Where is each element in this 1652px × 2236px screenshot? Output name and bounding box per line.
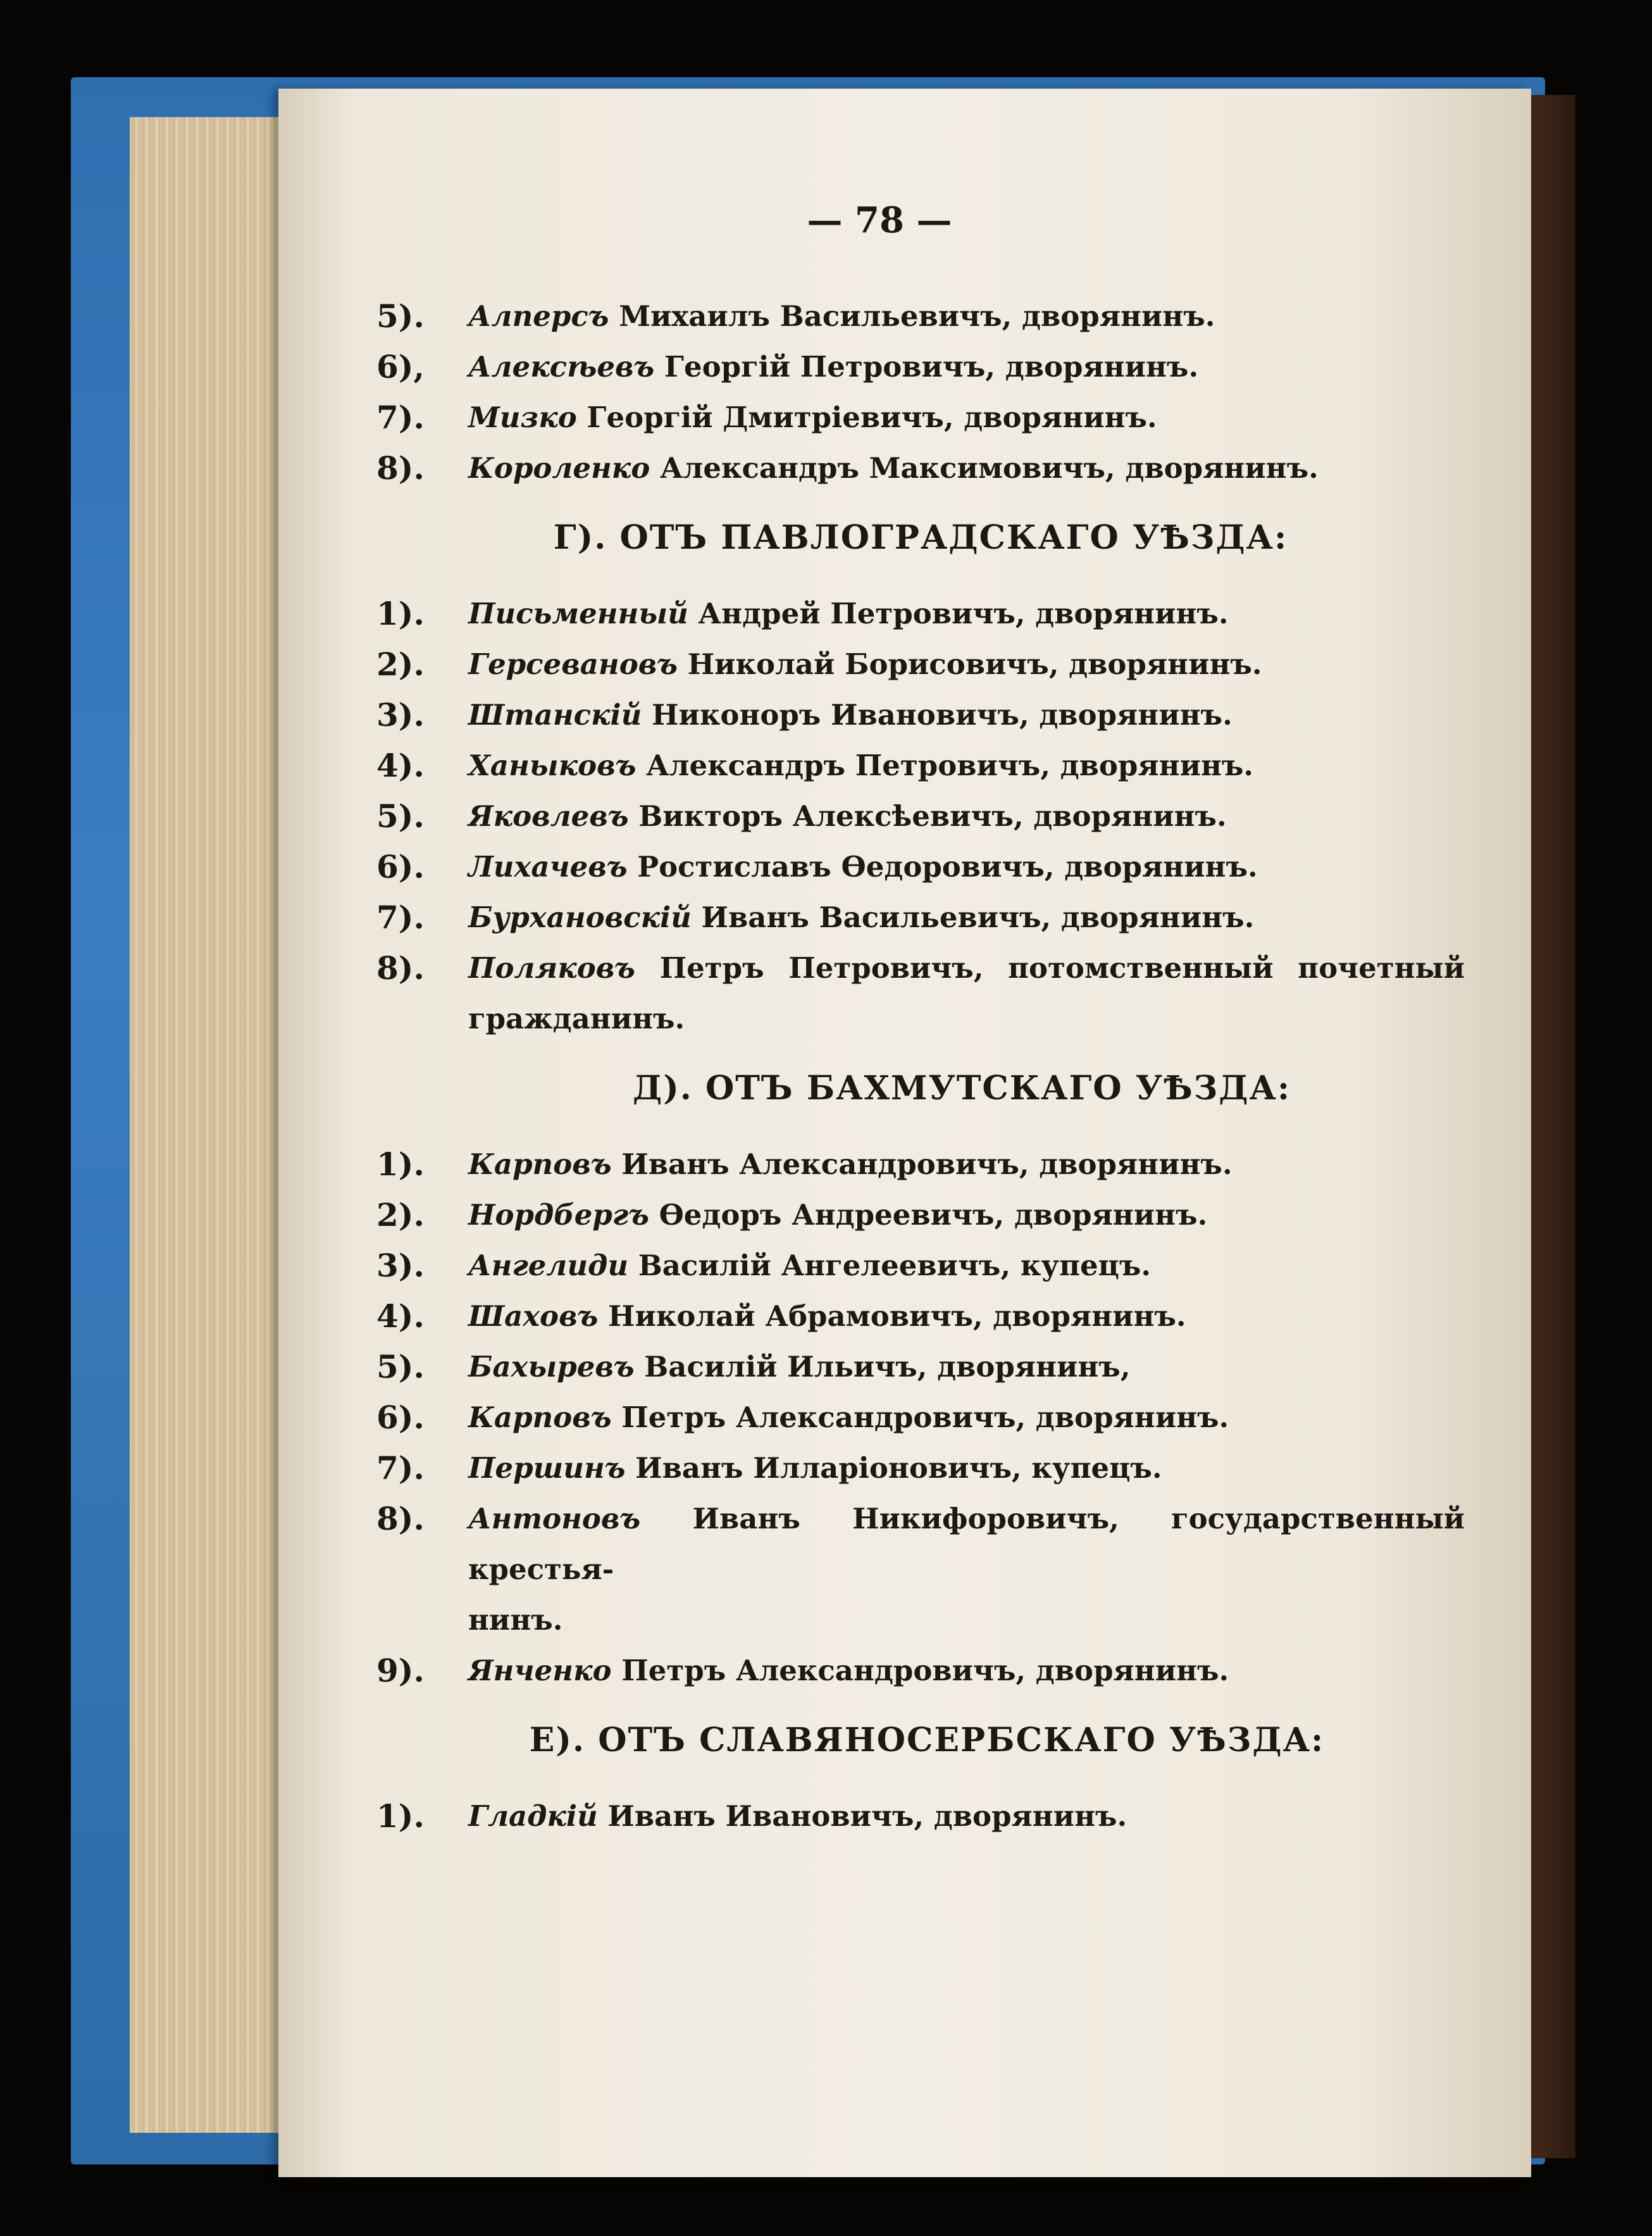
list-item [376,392,1465,443]
item-surname: Першинъ [468,1451,626,1485]
list-item [376,842,1465,892]
list-item [376,690,1465,740]
list-item [376,1791,1465,1842]
item-number: 1). [376,595,425,632]
item-surname: Нордбергъ [468,1198,649,1232]
item-details: Иванъ Васильевичъ, дворянинъ. [691,901,1255,934]
item-surname: Письменный [468,597,688,630]
item-surname: Мизко [468,401,577,434]
list-item [376,1392,1465,1443]
list-item [376,1240,1465,1291]
item-details: Петръ Петровичъ, потомственный почетный [635,951,1465,985]
item-line [468,1494,1465,1595]
item-details: Ѳедоръ Андреевичъ, дворянинъ. [649,1198,1208,1232]
entry-list-bakhmut [376,1139,1465,1696]
item-number: 5). [376,1348,425,1385]
item-details: Иванъ Илларіоновичъ, купецъ. [625,1451,1162,1485]
item-details: Василій Ангелеевичъ, купецъ. [628,1249,1152,1282]
item-number: 7). [376,899,425,936]
item-surname: Лихачевъ [468,850,628,884]
item-number: 9). [376,1652,425,1689]
item-surname: Ханыковъ [468,749,637,782]
list-item [376,791,1465,842]
item-surname: Гладкій [468,1799,598,1833]
entry-list-pavlograd [376,589,1465,1044]
page-number: — 78 — [807,199,952,241]
item-details: Николай Борисовичъ, дворянинъ. [678,647,1262,681]
section-heading-bakhmut: Д). ОТЪ БАХМУТСКАГО УѢЗДА: [632,1069,1291,1108]
item-details: Андрей Петровичъ, дворянинъ. [688,597,1229,630]
list-item [376,443,1465,494]
list-item [376,1494,1465,1646]
item-number: 4). [376,747,425,784]
item-number: 3). [376,696,425,734]
item-surname: Алперсъ [468,299,609,333]
item-surname: Бурхановскій [468,901,692,934]
list-item [376,291,1465,342]
list-item [376,943,1465,1044]
item-continuation: нинъ. [468,1603,563,1637]
list-item [376,342,1465,392]
list-item [376,1646,1465,1696]
item-number: 1). [376,1797,425,1835]
item-surname: Антоновъ [468,1502,641,1535]
section-heading-pavlograd: Г). ОТЪ ПАВЛОГРАДСКАГО УѢЗДА: [553,518,1288,557]
item-surname: Штанскій [468,698,642,732]
item-details: Ростиславъ Ѳедоровичъ, дворянинъ. [627,850,1258,884]
item-details: Василій Ильичъ, дворянинъ, [634,1350,1131,1383]
item-number: 6). [376,848,425,885]
item-surname: Карповъ [468,1147,612,1181]
item-number: 8). [376,1500,425,1537]
item-number: 3). [376,1247,425,1284]
list-item [376,892,1465,943]
item-surname: Карповъ [468,1401,612,1434]
list-item [376,740,1465,791]
item-details: Николай Абрамовичъ, дворянинъ. [598,1299,1186,1333]
item-continuation: гражданинъ. [468,1002,685,1035]
item-surname: Шаховъ [468,1299,599,1333]
item-details: Викторъ Алексѣевичъ, дворянинъ. [628,799,1227,833]
item-details: Александръ Петровичъ, дворянинъ. [636,749,1254,782]
section-heading-slavyanoserbsk: Е). ОТЪ СЛАВЯНОСЕРБСКАГО УѢЗДА: [529,1721,1325,1759]
page-edges [130,117,294,2133]
list-item [376,1443,1465,1494]
list-item [376,639,1465,690]
list-item [376,1291,1465,1342]
item-details: Георгій Дмитріевичъ, дворянинъ. [576,401,1157,434]
entry-list-top [376,291,1465,494]
item-number: 6). [376,1399,425,1436]
item-details: Петръ Александровичъ, дворянинъ. [611,1401,1229,1434]
list-item [376,1342,1465,1392]
item-surname: Алексѣевъ [468,350,655,384]
item-details: Никоноръ Ивановичъ, дворянинъ. [642,698,1233,732]
list-item [376,1190,1465,1240]
item-surname: Бахыревъ [468,1350,635,1383]
item-details: Иванъ Ивановичъ, дворянинъ. [597,1799,1127,1833]
item-number: 7). [376,1449,425,1487]
item-surname: Герсевановъ [468,647,678,681]
item-line [468,943,1465,994]
entry-list-slavyanoserbsk [376,1791,1465,1842]
item-number: 5). [376,297,425,335]
item-number: 6), [376,348,425,385]
item-number: 5). [376,797,425,835]
list-item [376,1139,1465,1190]
item-surname: Поляковъ [468,951,636,985]
item-number: 8). [376,949,425,987]
item-details: Александръ Максимовичъ, дворянинъ. [650,451,1319,485]
item-surname: Ангелиди [468,1249,629,1282]
item-details: Георгій Петровичъ, дворянинъ. [654,350,1199,384]
item-number: 7). [376,399,425,436]
item-surname: Яковлевъ [468,799,629,833]
item-surname: Короленко [468,451,650,485]
item-details: Иванъ Александровичъ, дворянинъ. [611,1147,1233,1181]
item-details: Михаилъ Васильевичъ, дворянинъ. [609,299,1215,333]
item-number: 2). [376,646,425,683]
list-item [376,589,1465,639]
item-details: Иванъ Никифоровичъ, государственный крестья- [468,1502,1465,1586]
page-content [376,291,1465,1842]
item-number: 1). [376,1146,425,1183]
item-number: 4). [376,1297,425,1335]
item-number: 2). [376,1196,425,1234]
item-details: Петръ Александровичъ, дворянинъ. [611,1654,1229,1687]
item-surname: Янченко [468,1654,612,1687]
book-page [278,89,1531,2177]
item-number: 8). [376,449,425,487]
